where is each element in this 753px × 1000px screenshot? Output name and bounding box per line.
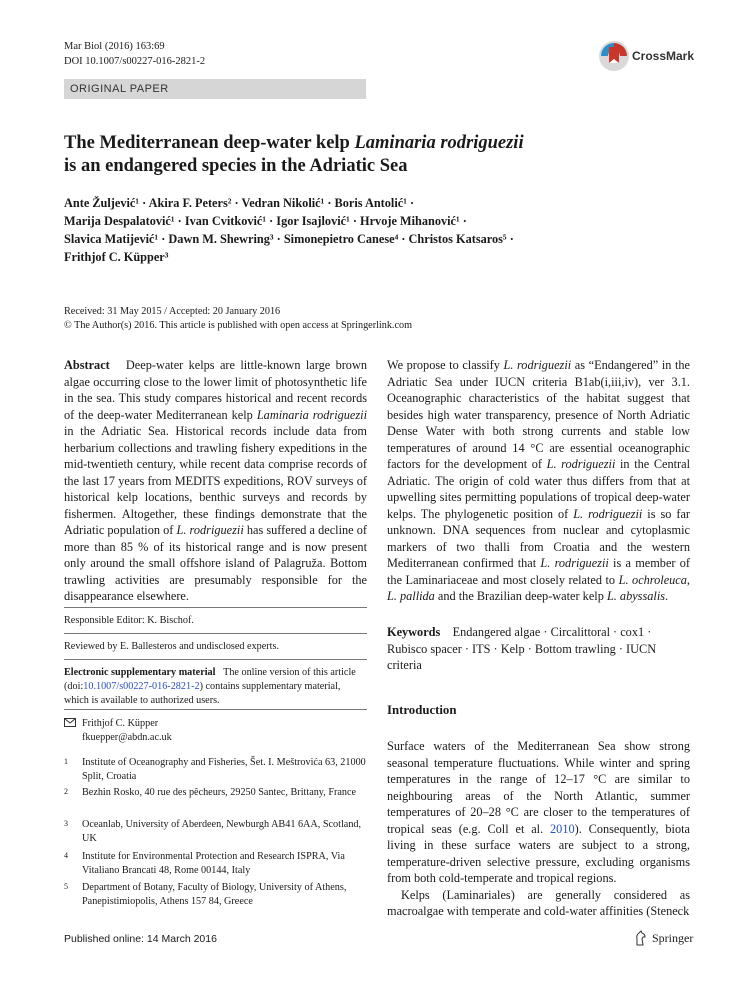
divider xyxy=(64,633,367,634)
abstract-continued xyxy=(387,357,690,605)
affiliation-number: 2 xyxy=(64,787,68,796)
title-line2: is an endangered species in the Adriatic Sea xyxy=(64,156,408,176)
divider xyxy=(64,709,367,710)
abstract-text: and the Brazilian deep-water kelp xyxy=(437,589,604,603)
affiliation-number: 1 xyxy=(64,757,68,766)
author-list xyxy=(64,194,704,266)
abstract-species-2: L. rodriguezii xyxy=(176,523,244,537)
abstract-text: in the Central Adriatic. The origin of cold water thus differs from that at upwelling sites permitting populations of tropical deep-water kelps. The phylogenetic position of xyxy=(387,457,691,521)
abstract-text: as “Endangered” in the Adriatic Sea under IUCN criteria B1ab(i,iii,iv), ver 3.1. Oceanographic characteristics of the habitat suggest that besides high water transparency, presence of North Adriatic Dense Water with both strong currents and stable low temperatures of around 14 °C are essential oceanographic factors for the development of xyxy=(387,358,690,471)
species-name: L. abyssalis xyxy=(606,589,666,603)
doi: DOI 10.1007/s00227-016-2821-2 xyxy=(64,56,206,67)
intro-paragraph-2: Kelps (Laminariales) are generally considered as macroalgae with temperate and cold-water affinities (Steneck xyxy=(387,887,690,918)
authors-line4: Frithjof C. Küpper³ xyxy=(64,250,169,264)
title-line1: The Mediterranean deep-water kelp xyxy=(64,133,355,153)
reviewed-by: Reviewed by E. Ballesteros and undisclosed experts. xyxy=(64,641,280,652)
introduction-body xyxy=(387,738,690,920)
divider xyxy=(64,659,367,660)
authors-line2: Marija Despalatović¹ · Ivan Cvitković¹ · Igor Isajlović¹ · Hrvoje Mihanović¹ · xyxy=(64,214,467,228)
species-name: L. rodriguezii xyxy=(573,506,643,521)
affiliation-number: 4 xyxy=(64,851,68,860)
abstract-text: is a member of the Laminariaceae and most closely related to xyxy=(387,556,690,587)
keywords xyxy=(387,624,690,674)
abstract-text-2: in the Adriatic Sea. Historical records include data from herbarium collections and trawling fishery expeditions in the mid-twentieth century, while recent data comprise records of the last 17 years from MEDITS expeditions, ROV surveys of historical kelp locations, benthic surveys and records by fishermen. Altogether, these findings demonstrate that the Adriatic population of xyxy=(64,424,367,537)
abstract-text: is so far unknown. DNA sequences from nuclear and cytoplasmic markers of two thalli from Croatia and the western Mediterranean confirmed that xyxy=(387,506,691,570)
springer-horse-icon xyxy=(634,930,648,946)
affiliation-number: 5 xyxy=(64,882,68,891)
article-title xyxy=(64,132,704,178)
title-species: Laminaria rodriguezii xyxy=(354,133,524,153)
keywords-list: Endangered algae · Circalittoral · cox1 · Rubisco spacer · ITS · Kelp · Bottom trawling · IUCN criteria xyxy=(387,625,657,672)
intro-text: Surface waters of the Mediterranean Sea show strong seasonal temperature fluctuations. While winter and spring temperatures in the range of 12–17 °C are similar to neighbouring areas of the North Atlantic, summer temperatures of 20–28 °C are closer to the temperatures of tropical seas (e.g. Coll et al. xyxy=(387,739,690,836)
affiliation-text: Institute of Oceanography and Fisheries, Šet. I. Meštrovića 63, 21000 Split, Croatia xyxy=(82,757,366,782)
section-label: ORIGINAL PAPER xyxy=(64,79,366,99)
esm-doi-link[interactable]: 10.1007/s00227-016-2821-2 xyxy=(83,681,200,692)
responsible-editor: Responsible Editor: K. Bischof. xyxy=(64,615,194,626)
journal-citation: Mar Biol (2016) 163:69 xyxy=(64,41,165,52)
affiliation-text: Institute for Environmental Protection and Research ISPRA, Via Vitaliano Brancati 48, Rome 00144, Italy xyxy=(82,851,345,876)
abstract-text: , xyxy=(686,572,690,587)
esm-note xyxy=(64,666,367,708)
published-date: Published online: 14 March 2016 xyxy=(64,933,217,945)
crossmark-badge[interactable] xyxy=(598,40,718,72)
authors-line1: Ante Žuljević¹ · Akira F. Peters² · Vedran Nikolić¹ · Boris Antolić¹ · xyxy=(64,196,415,210)
contact-name: Frithjof C. Küpper xyxy=(82,718,159,729)
journal-meta xyxy=(64,39,205,69)
species-name: L. rodriguezii xyxy=(503,358,572,372)
springer-label: Springer xyxy=(652,931,694,945)
esm-text-2: ) contains supplementary material, which is available to authorized users. xyxy=(64,681,341,706)
abstract-text-1: Deep-water kelps are little-known large brown algae occurring close to the lower limit of photosynthetic life in the sea. This study compares historical and recent records of the deep-water Mediterranean kelp xyxy=(64,358,367,422)
abstract-text: . xyxy=(665,589,669,603)
crossmark-icon xyxy=(598,40,630,72)
authors-line3: Slavica Matijević¹ · Dawn M. Shewring³ · Simonepietro Canese⁴ · Christos Katsaros⁵ · xyxy=(64,232,514,246)
springer-logo xyxy=(634,930,734,946)
esm-text-1: The online version of this article (doi: xyxy=(64,667,356,692)
divider xyxy=(64,607,367,608)
abstract-text: We propose to classify xyxy=(387,358,500,372)
keywords-heading: Keywords xyxy=(387,625,441,639)
esm-heading: Electronic supplementary material xyxy=(64,667,216,678)
crossmark-label: CrossMark xyxy=(632,49,695,63)
received-accepted: Received: 31 May 2015 / Accepted: 20 January 2016 xyxy=(64,306,281,317)
species-name: L. pallida xyxy=(387,589,435,603)
species-name: L. ochroleuca xyxy=(618,572,687,587)
affiliation-number: 3 xyxy=(64,819,68,828)
envelope-icon xyxy=(64,718,76,727)
dates-block xyxy=(64,305,704,333)
species-name: L. rodriguezii xyxy=(546,457,616,471)
citation-link[interactable]: 2010 xyxy=(550,821,575,836)
intro-paragraph-1 xyxy=(387,738,690,887)
intro-text: ). Consequently, biota living in these surface waters are subject to a strong, temperature-driven selective pressure, excluding organisms from both cold-temperate and tropical regions. xyxy=(387,821,690,885)
abstract-text-3: has suffered a decline of more than 85 % of its historical range and is now present only around the small offshore island of Palagruža. Bottom trawling activities are presumably responsible for the disappearance elsewhere. xyxy=(64,523,367,603)
affiliation-text: Department of Botany, Faculty of Biology, University of Athens, Panepistimiopolis, Athens 157 84, Greece xyxy=(82,882,347,907)
abstract-species-1: Laminaria rodriguezii xyxy=(256,407,367,422)
copyright: © The Author(s) 2016. This article is published with open access at Springerlink.com xyxy=(64,320,413,331)
contact-email[interactable]: fkuepper@abdn.ac.uk xyxy=(82,731,172,743)
introduction-heading: Introduction xyxy=(387,703,457,717)
affiliation-text: Bezhin Rosko, 40 rue des pêcheurs, 29250 Santec, Brittany, France xyxy=(82,787,357,798)
abstract xyxy=(64,357,367,605)
species-name: L. rodriguezii xyxy=(540,556,609,570)
affiliation-text: Oceanlab, University of Aberdeen, Newburgh AB41 6AA, Scotland, UK xyxy=(82,819,362,844)
abstract-heading: Abstract xyxy=(64,358,110,372)
